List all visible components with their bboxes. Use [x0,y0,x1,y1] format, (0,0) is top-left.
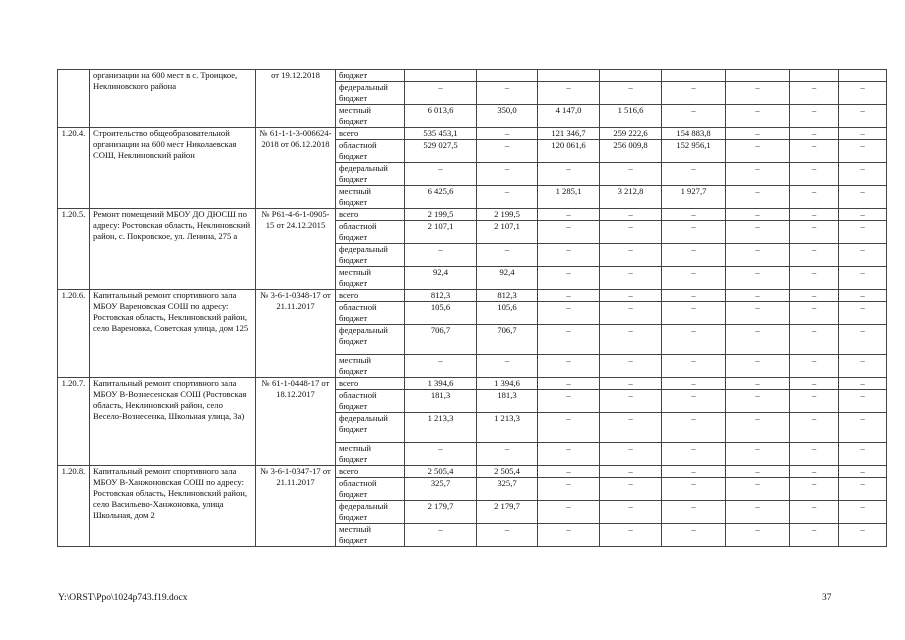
amount-cell: – [726,355,790,378]
item-document: № 3-6-1-0348-17 от 21.11.2017 [256,290,336,378]
funding-source-label: местный бюджет [336,443,405,466]
amount-cell: – [839,163,887,186]
item-number [58,70,90,128]
funding-source-label: областной бюджет [336,478,405,501]
funding-source-label: местный бюджет [336,355,405,378]
funding-source-label: местный бюджет [336,267,405,290]
amount-cell: – [726,390,790,413]
amount-cell: – [726,524,790,547]
amount-cell: – [839,524,887,547]
amount-cell: – [726,267,790,290]
amount-cell: – [600,501,662,524]
amount-cell: – [726,443,790,466]
amount-cell: – [790,209,839,221]
amount-cell: – [790,82,839,105]
amount-cell: – [790,378,839,390]
item-name: Ремонт помещений МБОУ ДО ДЮСШ по адресу: Ростовская область, Неклиновский район, с. Покровское, ул. Ленина, 275 а [90,209,256,290]
amount-cell: – [726,378,790,390]
amount-cell: – [839,186,887,209]
amount-cell: – [790,163,839,186]
page-number: 37 [822,593,832,603]
table-row [58,378,887,390]
amount-cell: 1 285,1 [538,186,600,209]
amount-cell: – [538,290,600,302]
amount-cell: 812,3 [477,290,538,302]
amount-cell: – [600,302,662,325]
amount-cell: – [790,140,839,163]
item-number: 1.20.7. [58,378,90,466]
amount-cell: – [538,501,600,524]
item-number: 1.20.8. [58,466,90,547]
amount-cell: – [790,244,839,267]
amount-cell [839,70,887,82]
amount-cell: 2 179,7 [477,501,538,524]
amount-cell: 6 425,6 [405,186,477,209]
amount-cell: – [790,355,839,378]
amount-cell: 2 505,4 [405,466,477,478]
amount-cell: 2 199,5 [405,209,477,221]
amount-cell: – [662,163,726,186]
amount-cell: – [839,82,887,105]
funding-source-label: всего [336,290,405,302]
amount-cell: – [538,413,600,443]
amount-cell: – [538,244,600,267]
table-row [58,466,887,478]
amount-cell: – [790,390,839,413]
amount-cell: 105,6 [405,302,477,325]
amount-cell: 1 516,6 [600,105,662,128]
amount-cell: – [839,378,887,390]
funding-source-label: федеральный бюджет [336,501,405,524]
amount-cell: – [839,290,887,302]
funding-source-label: федеральный бюджет [336,413,405,443]
funding-source-label: федеральный бюджет [336,325,405,355]
amount-cell: – [600,413,662,443]
amount-cell: – [538,466,600,478]
funding-source-label: федеральный бюджет [336,244,405,267]
amount-cell [726,70,790,82]
amount-cell: – [600,466,662,478]
table-row [58,70,887,82]
amount-cell: – [600,524,662,547]
amount-cell: – [662,105,726,128]
amount-cell: – [790,221,839,244]
amount-cell: – [790,186,839,209]
amount-cell [405,70,477,82]
amount-cell: 92,4 [477,267,538,290]
amount-cell: – [405,163,477,186]
amount-cell: – [726,302,790,325]
amount-cell: 535 453,1 [405,128,477,140]
amount-cell: – [726,209,790,221]
amount-cell: – [662,443,726,466]
amount-cell: – [600,443,662,466]
amount-cell: – [405,244,477,267]
amount-cell: – [839,302,887,325]
funding-source-label: всего [336,466,405,478]
amount-cell: – [790,413,839,443]
amount-cell: – [600,478,662,501]
amount-cell: – [726,163,790,186]
amount-cell: – [726,501,790,524]
amount-cell: – [726,244,790,267]
amount-cell: – [538,163,600,186]
amount-cell: 1 927,7 [662,186,726,209]
amount-cell: – [839,105,887,128]
table-row [58,128,887,140]
amount-cell: – [600,267,662,290]
funding-source-label: всего [336,378,405,390]
amount-cell: – [662,390,726,413]
amount-cell [477,70,538,82]
amount-cell [790,70,839,82]
amount-cell: 92,4 [405,267,477,290]
amount-cell: 181,3 [405,390,477,413]
amount-cell: – [662,82,726,105]
amount-cell: – [600,244,662,267]
amount-cell: – [790,524,839,547]
amount-cell: 2 107,1 [405,221,477,244]
amount-cell: 706,7 [477,325,538,355]
amount-cell: – [726,128,790,140]
funding-source-label: областной бюджет [336,140,405,163]
funding-source-label: областной бюджет [336,390,405,413]
amount-cell: – [662,267,726,290]
amount-cell: 181,3 [477,390,538,413]
amount-cell: – [662,221,726,244]
amount-cell: – [477,355,538,378]
amount-cell: – [790,105,839,128]
amount-cell: – [477,163,538,186]
amount-cell [662,70,726,82]
amount-cell: 256 009,8 [600,140,662,163]
amount-cell: 325,7 [405,478,477,501]
amount-cell: – [790,267,839,290]
amount-cell: – [726,290,790,302]
amount-cell: – [726,325,790,355]
amount-cell: – [538,478,600,501]
amount-cell: – [726,140,790,163]
amount-cell: 529 027,5 [405,140,477,163]
item-name: Капитальный ремонт спортивного зала МБОУ Вареновская СОШ по адресу: Ростовская область, Неклиновский район, село Вареновка, Советская улица, дом 125 [90,290,256,378]
amount-cell: 1 394,6 [405,378,477,390]
footer-file-path: Y:\ORST\Ppo\1024p743.f19.docx [58,593,188,603]
amount-cell: – [405,82,477,105]
funding-source-label: местный бюджет [336,524,405,547]
amount-cell: – [538,524,600,547]
amount-cell: – [790,501,839,524]
amount-cell: 6 013,6 [405,105,477,128]
amount-cell: 2 179,7 [405,501,477,524]
amount-cell: – [600,163,662,186]
amount-cell: – [477,140,538,163]
amount-cell: – [726,466,790,478]
amount-cell: – [405,524,477,547]
amount-cell: – [839,466,887,478]
amount-cell: – [726,478,790,501]
amount-cell: 2 199,5 [477,209,538,221]
amount-cell: – [726,413,790,443]
amount-cell: 152 956,1 [662,140,726,163]
amount-cell: 1 213,3 [477,413,538,443]
amount-cell: – [477,244,538,267]
amount-cell: – [790,128,839,140]
funding-source-label: областной бюджет [336,221,405,244]
amount-cell: – [790,290,839,302]
amount-cell: – [662,209,726,221]
amount-cell: – [538,209,600,221]
item-number: 1.20.5. [58,209,90,290]
amount-cell: – [726,221,790,244]
amount-cell: – [839,443,887,466]
amount-cell: – [839,244,887,267]
amount-cell: – [790,466,839,478]
funding-source-label: местный бюджет [336,186,405,209]
funding-source-label: федеральный бюджет [336,163,405,186]
amount-cell: – [405,443,477,466]
amount-cell: 120 061,6 [538,140,600,163]
amount-cell: – [839,140,887,163]
funding-source-label: бюджет [336,70,405,82]
amount-cell: 325,7 [477,478,538,501]
item-document: № Р61-4-6-1-0905-15 от 24.12.2015 [256,209,336,290]
amount-cell: – [839,355,887,378]
amount-cell: 4 147,0 [538,105,600,128]
amount-cell: – [538,390,600,413]
amount-cell: – [662,302,726,325]
item-document: от 19.12.2018 [256,70,336,128]
amount-cell: – [477,443,538,466]
amount-cell: – [790,478,839,501]
item-document: № 61-1-1-3-006624-2018 от 06.12.2018 [256,128,336,209]
amount-cell: – [538,443,600,466]
table-body [58,70,887,547]
amount-cell: 105,6 [477,302,538,325]
amount-cell: – [790,302,839,325]
amount-cell: – [477,186,538,209]
amount-cell: – [726,186,790,209]
amount-cell: – [662,290,726,302]
amount-cell: 1 394,6 [477,378,538,390]
amount-cell: – [790,443,839,466]
budget-table [57,69,887,547]
item-number: 1.20.4. [58,128,90,209]
amount-cell: – [600,82,662,105]
amount-cell: – [839,390,887,413]
amount-cell: 3 212,8 [600,186,662,209]
amount-cell: 706,7 [405,325,477,355]
funding-source-label: областной бюджет [336,302,405,325]
amount-cell: – [600,378,662,390]
table-row [58,290,887,302]
funding-source-label: всего [336,128,405,140]
amount-cell: – [600,290,662,302]
amount-cell: – [839,413,887,443]
amount-cell: – [839,478,887,501]
amount-cell: – [662,466,726,478]
item-number: 1.20.6. [58,290,90,378]
amount-cell: – [538,378,600,390]
amount-cell: – [538,82,600,105]
amount-cell: – [477,524,538,547]
amount-cell: – [662,478,726,501]
amount-cell: – [662,378,726,390]
funding-source-label: федеральный бюджет [336,82,405,105]
amount-cell: – [538,302,600,325]
amount-cell: 812,3 [405,290,477,302]
amount-cell: – [726,82,790,105]
amount-cell: 154 883,8 [662,128,726,140]
amount-cell: – [839,267,887,290]
amount-cell: – [839,325,887,355]
amount-cell: – [477,82,538,105]
amount-cell: – [538,221,600,244]
amount-cell: 350,0 [477,105,538,128]
amount-cell: – [600,221,662,244]
amount-cell: – [839,128,887,140]
amount-cell: 259 222,6 [600,128,662,140]
amount-cell: – [839,209,887,221]
item-name: Строительство общеобразовательной организации на 600 мест Николаевская СОШ, Неклиновский район [90,128,256,209]
item-document: № 61-1-0448-17 от 18.12.2017 [256,378,336,466]
item-name: Капитальный ремонт спортивного зала МБОУ В-Ханжоновская СОШ по адресу: Ростовская область, Неклиновский район, село Васильево-Ханжоновка, улица Школьная, дом 2 [90,466,256,547]
amount-cell: 2 505,4 [477,466,538,478]
amount-cell: – [662,244,726,267]
amount-cell: – [662,355,726,378]
amount-cell: 1 213,3 [405,413,477,443]
table-row [58,209,887,221]
amount-cell: – [600,390,662,413]
item-document: № 3-6-1-0347-17 от 21.11.2017 [256,466,336,547]
amount-cell: – [839,501,887,524]
amount-cell: – [477,128,538,140]
item-name: организации на 600 мест в с. Троицкое, Неклиновского района [90,70,256,128]
amount-cell: 2 107,1 [477,221,538,244]
amount-cell: – [600,325,662,355]
amount-cell: – [726,105,790,128]
amount-cell: 121 346,7 [538,128,600,140]
amount-cell: – [600,355,662,378]
funding-source-label: местный бюджет [336,105,405,128]
amount-cell: – [405,355,477,378]
amount-cell: – [600,209,662,221]
item-name: Капитальный ремонт спортивного зала МБОУ В-Вознесенская СОШ (Ростовская область, Неклиновский район, село Весело-Вознесенка, Школьная улица, 3а) [90,378,256,466]
amount-cell: – [662,325,726,355]
amount-cell: – [538,355,600,378]
amount-cell [538,70,600,82]
amount-cell: – [538,325,600,355]
amount-cell: – [662,413,726,443]
amount-cell: – [662,524,726,547]
funding-source-label: всего [336,209,405,221]
amount-cell: – [790,325,839,355]
amount-cell: – [662,501,726,524]
amount-cell: – [839,221,887,244]
amount-cell [600,70,662,82]
amount-cell: – [538,267,600,290]
